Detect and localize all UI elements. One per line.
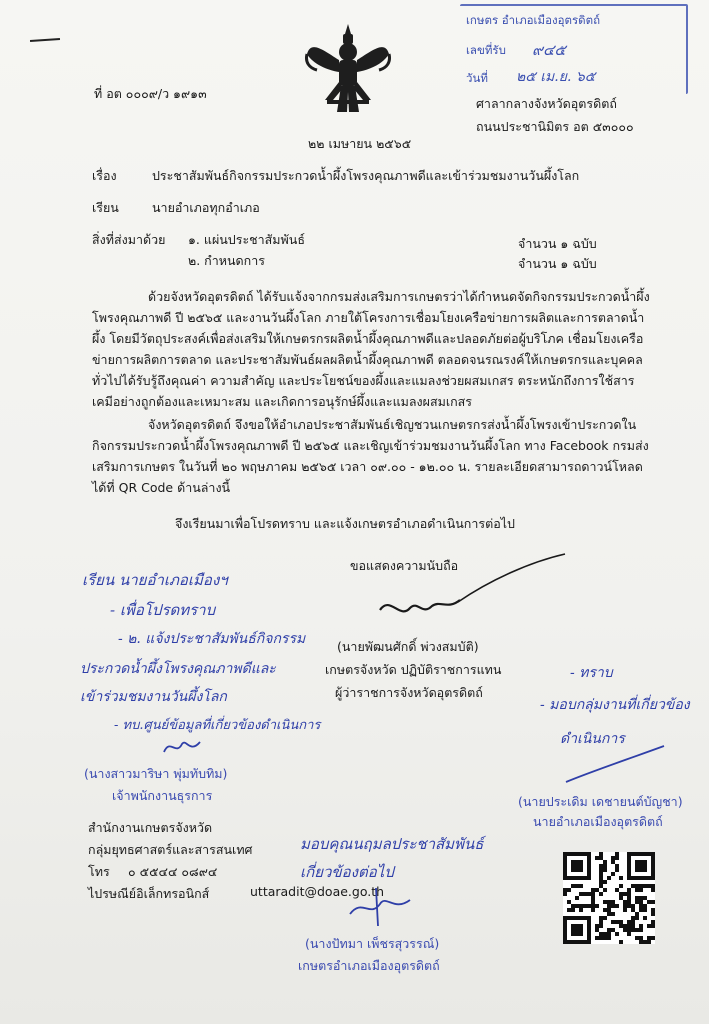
footer-email-label: ไปรษณีย์อิเล็กทรอนิกส์ — [88, 886, 210, 901]
clerk-title: เจ้าพนักงานธุรการ — [112, 788, 213, 803]
handwritten-note-1: เรียน นายอำเภอเมืองฯ — [82, 571, 228, 589]
handwritten-note-4: ประกวดน้ำผึ้งโพรงคุณภาพดีและ — [80, 661, 276, 677]
subject-text: ประชาสัมพันธ์กิจกรรมประกวดน้ำผึ้งโพรงคุณภาพดีและเข้าร่วมชมงานวันผึ้งโลก — [152, 168, 580, 183]
handwritten-right-3: ดำเนินการ — [560, 731, 625, 747]
initials-mark-icon — [160, 732, 210, 764]
stamp-date-label: วันที่ — [466, 71, 488, 85]
clerk-name: (นางสาวมาริษา พุ่มทับทิม) — [84, 766, 228, 781]
attachment-qty-1: จำนวน ๑ ฉบับ — [518, 236, 597, 251]
handwritten-right-1: - ทราบ — [570, 665, 613, 681]
attachment-item-2: ๒. กำหนดการ — [188, 253, 265, 268]
stamp-border — [460, 4, 688, 94]
footer-phone: ๐ ๕๕๔๔ ๐๘๙๔ — [128, 864, 218, 879]
closing-phrase: ขอแสดงความนับถือ — [350, 558, 459, 573]
stamp-received-number: ๙๔๕ — [532, 41, 566, 59]
chief-signature-icon — [560, 742, 670, 796]
paragraph-2: จังหวัดอุตรดิตถ์ จึงขอให้อำเภอประชาสัมพันธ์เชิญชวนเกษตรกรส่งน้ำผึ้งโพรงเข้าประกวดในกิจกรรมประกวดน้ำผึ้งโพรงคุณภาพดี ปี ๒๕๖๕ และเชิญเข้าร่วมชมงานวันผึ้งโลก ทาง Facebook กรมส่งเสริมการเกษตร ในวันที่ ๒๐ พฤษภาคม ๒๕๖๕ เวลา ๐๙.๐๐ - ๑๒.๐๐ น. รายละเอียดสามารถดาวน์โหลดได้ที่ QR Code ด้านล่างนี้ — [92, 417, 649, 495]
attachment-qty-2: จำนวน ๑ ฉบับ — [518, 256, 597, 271]
signature-mark-icon — [360, 550, 570, 634]
garuda-emblem-icon — [303, 20, 393, 122]
district-ag-name: (นางปัทมา เพ็ชรสุวรรณ์) — [305, 936, 440, 951]
footer-office-line2: กลุ่มยุทธศาสตร์และสารสนเทศ — [88, 842, 253, 857]
footer-office-line1: สำนักงานเกษตรจังหวัด — [88, 820, 213, 835]
pen-mark — [30, 38, 60, 42]
office-address-line2: ถนนประชานิมิตร อต ๕๓๐๐๐ — [476, 119, 634, 134]
recipient-label: เรียน — [92, 200, 119, 215]
stamp-office: เกษตร อำเภอเมืองอุตรดิตถ์ — [466, 13, 601, 27]
document-date: ๒๒ เมษายน ๒๕๖๕ — [308, 136, 412, 151]
paragraph-1: ด้วยจังหวัดอุตรดิตถ์ ได้รับแจ้งจากกรมส่งเสริมการเกษตรว่าได้กำหนดจัดกิจกรรมประกวดน้ำผึ้งโพรงคุณภาพดี ปี ๒๕๖๕ และงานวันผึ้งโลก ภายใต้โครงการเชื่อมโยงเครือข่ายการผลิตและการตลาดน้ำผึ้ง โดยมีวัตถุประสงค์เพื่อส่งเสริมให้เกษตรกรผลิตน้ำผึ้งคุณภาพดีและปลอดภัยต่อผู้บริโภค เชื่อมโยงเครือข่ายการผลิตการตลาด และประชาสัมพันธ์ผลผลิตน้ำผึ้งคุณภาพดี ตลอดจนรณรงค์ให้เกษตรกรและบุคคลทั่วไปได้รับรู้ถึงคุณค่า ความสำคัญ และประโยชน์ของผึ้งและแมลงช่วยผสมเกสร ตระหนักถึงการใช้สารเคมีอย่างถูกต้องและเหมาะสม และเกิดการอนุรักษ์ผึ้งและแมลงผสมเกสร — [92, 289, 650, 409]
qr-code-icon[interactable] — [563, 852, 655, 944]
district-ag-title: เกษตรอำเภอเมืองอุตรดิตถ์ — [298, 958, 440, 973]
handwritten-right-2: - มอบกลุ่มงานที่เกี่ยวข้อง — [540, 697, 690, 713]
handwritten-note-2: - เพื่อโปรดทราบ — [110, 601, 216, 619]
signer-title-2: ผู้ว่าราชการจังหวัดอุตรดิตถ์ — [335, 685, 483, 700]
signer-title-1: เกษตรจังหวัด ปฏิบัติราชการแทน — [325, 662, 502, 677]
handwritten-bottom-2: เกี่ยวข้องต่อไป — [300, 863, 394, 881]
attachment-item-1: ๑. แผ่นประชาสัมพันธ์ — [188, 232, 305, 247]
ag-signature-icon — [340, 884, 420, 932]
handwritten-note-6: - ทบ.ศูนย์ข้อมูลที่เกี่ยวข้องดำเนินการ — [114, 718, 321, 733]
paragraph-3: จึงเรียนมาเพื่อโปรดทราบ และแจ้งเกษตรอำเภอดำเนินการต่อไป — [175, 516, 515, 531]
stamp-received-label: เลขที่รับ — [466, 43, 506, 57]
handwritten-bottom-1: มอบคุณนฤมลประชาสัมพันธ์ — [300, 835, 484, 853]
office-address-line1: ศาลากลางจังหวัดอุตรดิตถ์ — [476, 96, 617, 111]
handwritten-note-5: เข้าร่วมชมงานวันผึ้งโลก — [80, 689, 227, 705]
footer-email: uttaradit@doae.go.th — [250, 884, 385, 899]
stamp-date-value: ๒๕ เม.ย. ๖๕ — [516, 69, 596, 85]
handwritten-note-3: - ๒. แจ้งประชาสัมพันธ์กิจกรรม — [118, 631, 306, 647]
document-number: ที่ อต ๐๐๐๙/ว ๑๙๑๓ — [94, 86, 207, 101]
footer-phone-label: โทร — [88, 864, 110, 879]
recipient-text: นายอำเภอทุกอำเภอ — [152, 200, 260, 215]
subject-label: เรื่อง — [92, 168, 117, 183]
attachments-label: สิ่งที่ส่งมาด้วย — [92, 232, 166, 247]
signer-name: (นายพัฒนศักดิ์ พ่วงสมบัติ) — [337, 639, 479, 654]
district-chief-title: นายอำเภอเมืองอุตรดิตถ์ — [533, 814, 663, 829]
district-chief-name: (นายประเดิม เดชายนต์บัญชา) — [518, 794, 683, 809]
